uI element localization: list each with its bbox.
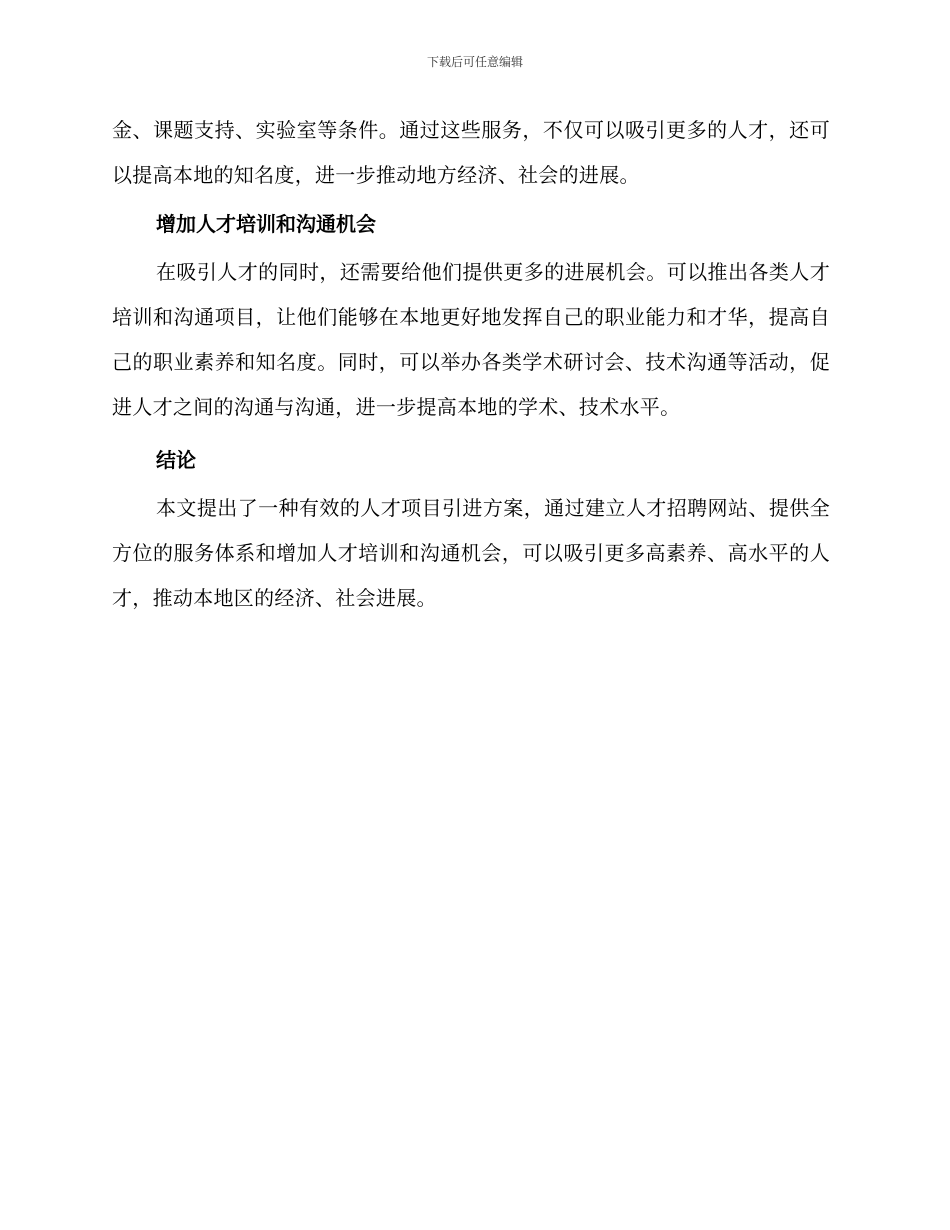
paragraph-conclusion: 本文提出了一种有效的人才项目引进方案，通过建立人才招聘网站、提供全方位的服务体系和增加人才培训和沟通机会，可以吸引更多高素养、高水平的人才，推动本地区的经济、社会进展。 (112, 496, 830, 610)
paragraph-continued: 金、课题支持、实验室等条件。通过这些服务，不仅可以吸引更多的人才，还可以提高本地的知名度，进一步推动地方经济、社会的进展。 (112, 118, 830, 187)
section-heading-conclusion: 结论 (156, 448, 196, 472)
section-heading-training: 增加人才培训和沟通机会 (156, 212, 376, 236)
document-body (112, 108, 830, 621)
paragraph-training: 在吸引人才的同时，还需要给他们提供更多的进展机会。可以推出各类人才培训和沟通项目，让他们能够在本地更好地发挥自己的职业能力和才华，提高自己的职业素养和知名度。同时，可以举办各类学术研讨会、技术沟通等活动，促进人才之间的沟通与沟通，进一步提高本地的学术、技术水平。 (112, 260, 830, 419)
page-header: 下载后可任意编辑 (426, 55, 523, 69)
